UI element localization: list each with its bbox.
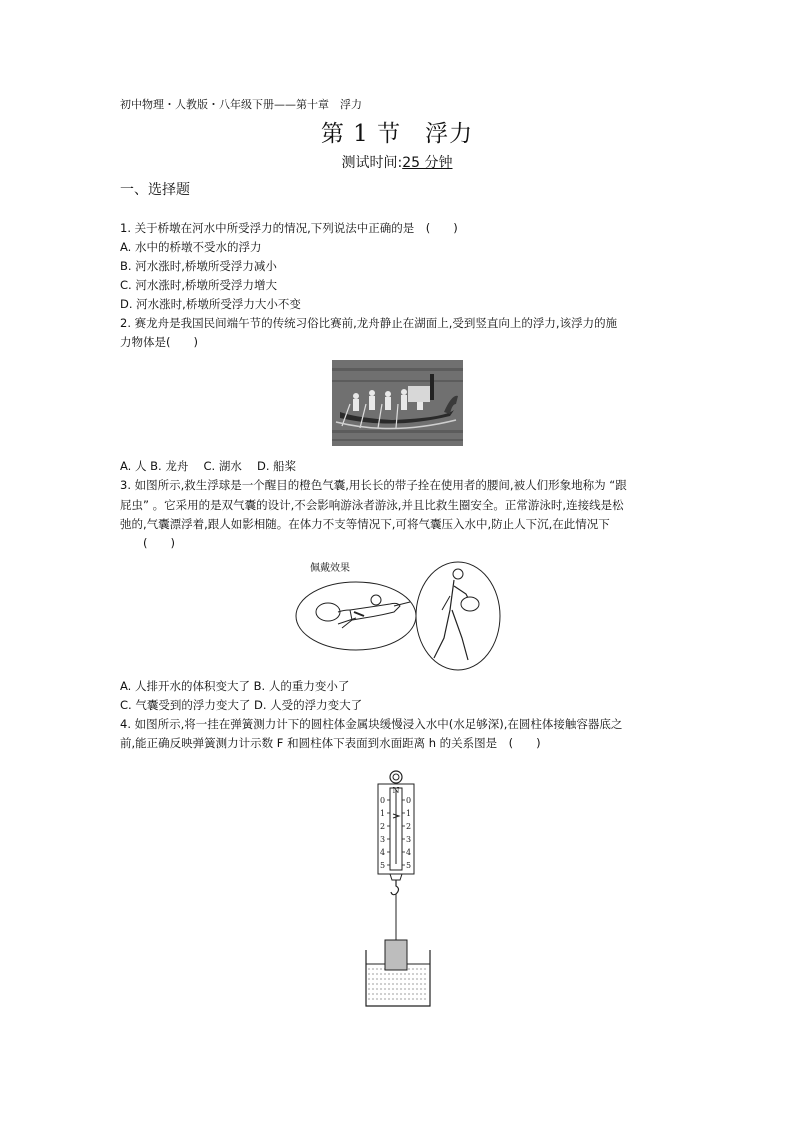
dragon-boat-photo [332, 360, 463, 446]
q2-stem-line-2: 力物体是( ) [120, 335, 198, 349]
q1-stem: 1. 关于桥墩在河水中所受浮力的情况,下列说法中正确的是 ( ) [120, 221, 458, 235]
scale-tick-left-2: 2 [380, 822, 386, 831]
q3-stem-line-3: 弛的,气囊漂浮着,跟人如影相随。在体力不支等情况下,可将气囊压入水中,防止人下沉,在此情况下 [120, 517, 610, 531]
scale-tick-left-4: 4 [380, 848, 386, 857]
swim-float-figure [294, 560, 504, 672]
q3-stem-line-1: 3. 如图所示,救生浮球是一个醒目的橙色气囊,用长长的带子拴在使用者的腰间,被人们形象地称为 “跟 [120, 478, 627, 492]
scale-tick-right-4: 4 [406, 848, 412, 857]
swim-float-illustration [294, 560, 504, 672]
q3-stem-line-4: ( ) [120, 536, 175, 550]
scale-tick-left-1: 1 [380, 809, 386, 818]
test-time [0, 153, 794, 173]
test-time-value: 25 分钟 [402, 155, 453, 171]
scale-unit-label: N [392, 786, 400, 795]
q4-stem-line-1: 4. 如图所示,将一挂在弹簧测力计下的圆柱体金属块缓慢浸入水中(水足够深),在圆柱体接触容器底之 [120, 717, 623, 731]
page-title: 第 1 节 浮力 [320, 121, 474, 147]
scale-tick-left-3: 3 [380, 835, 386, 844]
q3-stem-line-2: 屁虫” 。它采用的是双气囊的设计,不会影响游泳者游泳,并且比救生圈安全。正常游泳时,连接线是松 [120, 498, 624, 512]
q3-figure-label: 佩戴效果 [310, 563, 350, 574]
scale-tick-right-1: 1 [406, 809, 412, 818]
section-heading: 一、选择题 [120, 182, 190, 198]
q2-options: A. 人 B. 龙舟 C. 湖水 D. 船桨 [120, 459, 297, 473]
spring-scale-illustration [360, 768, 440, 1010]
scale-tick-right-0: 0 [406, 796, 412, 805]
spring-scale-figure [360, 768, 440, 1010]
q3-options-line-2: C. 气囊受到的浮力变大了 D. 人受的浮力变大了 [120, 698, 363, 712]
q1-option-c: C. 河水涨时,桥墩所受浮力增大 [120, 278, 277, 292]
scale-tick-left-0: 0 [380, 796, 386, 805]
q2-stem-line-1: 2. 赛龙舟是我国民间端午节的传统习俗比赛前,龙舟静止在湖面上,受到竖直向上的浮力,该浮力的施 [120, 316, 618, 330]
course-header: 初中物理・人教版・八年级下册——第十章 浮力 [120, 98, 362, 111]
scale-tick-right-5: 5 [406, 861, 412, 870]
q1-option-b: B. 河水涨时,桥墩所受浮力减小 [120, 259, 277, 273]
scale-tick-right-2: 2 [406, 822, 412, 831]
q3-options-line-1: A. 人排开水的体积变大了 B. 人的重力变小了 [120, 679, 350, 693]
q1-option-d: D. 河水涨时,桥墩所受浮力大小不变 [120, 297, 301, 311]
q4-stem-line-2: 前,能正确反映弹簧测力计示数 F 和圆柱体下表面到水面距离 h 的关系图是 ( ) [120, 736, 541, 750]
q1-option-a: A. 水中的桥墩不受水的浮力 [120, 240, 262, 254]
scale-tick-right-3: 3 [406, 835, 412, 844]
dragon-boat-illustration [332, 360, 463, 446]
scale-tick-left-5: 5 [380, 861, 386, 870]
test-time-label: 测试时间: [341, 155, 403, 171]
